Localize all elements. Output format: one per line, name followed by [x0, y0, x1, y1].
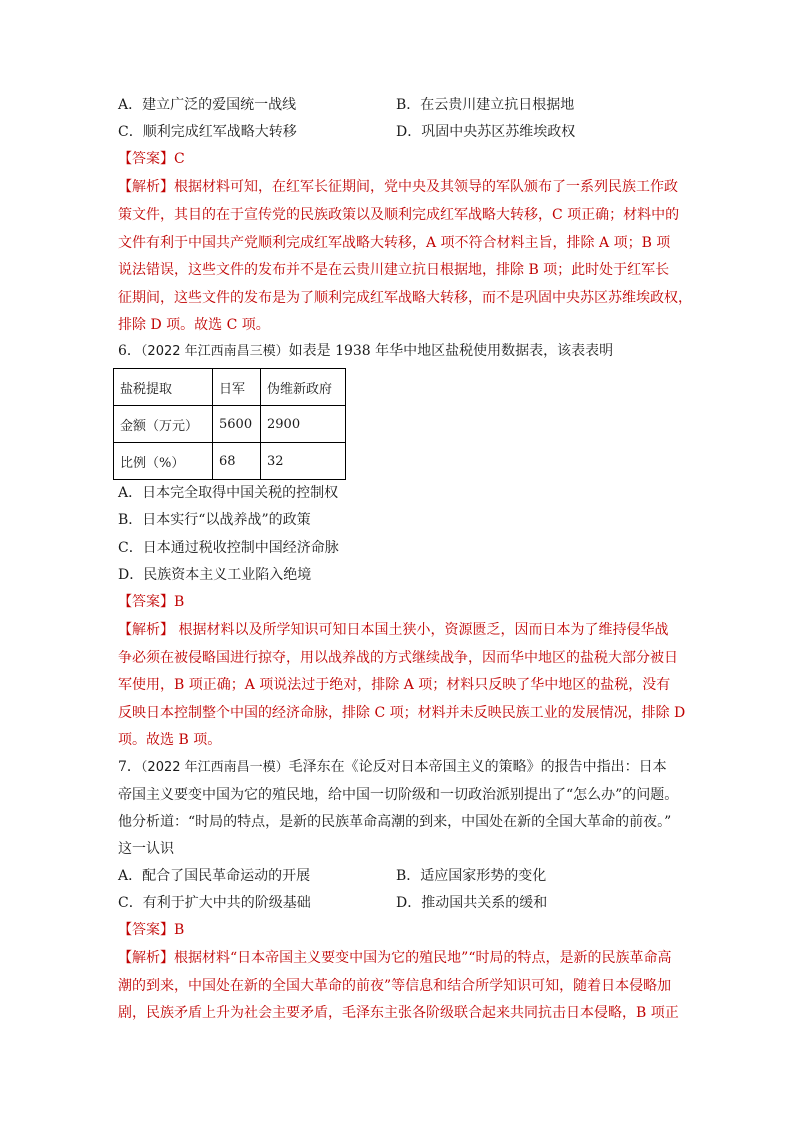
- q5-analysis-line-6: 排除 D 项。故选 C 项。: [118, 317, 270, 333]
- table-header-cell: 伪维新政府: [261, 369, 346, 406]
- q6-option-c: C．日本通过税收控制中国经济命脉: [118, 540, 339, 556]
- q6-stem: [118, 340, 613, 363]
- q5-option-b: B．在云贵川建立抗日根据地: [396, 97, 575, 113]
- table-cell: 2900: [261, 406, 346, 443]
- q6-analysis-text: 根据材料以及所学知识可知日本国土狭小，资源匮乏，因而日本为了维持侵华战: [174, 622, 669, 638]
- q6-answer: [118, 591, 184, 613]
- q7-stem-text: 毛泽东在《论反对日本帝国主义的策略》的报告中指出：日本: [288, 759, 667, 775]
- q7-analysis-line-2: 潮的到来，中国处在新的全国大革命的前夜”等信息和结合所学知识可知，随着日本侵略加: [118, 978, 672, 994]
- q5-analysis-label: 【解析】: [118, 179, 174, 195]
- q7-source: （2022 年江西南昌一模）: [140, 760, 289, 775]
- q5-answer: [118, 148, 185, 170]
- q5-analysis-line-3: 文件有利于中国共产党顺利完成红军战略大转移，A 项不符合材料主旨，排除 A 项；B 项: [118, 235, 671, 251]
- q6-option-b: B．日本实行“以战养战”的政策: [118, 512, 311, 528]
- q7-option-c: C．有利于扩大中共的阶级基础: [118, 895, 311, 911]
- salt-tax-table: [113, 368, 346, 480]
- q7-answer-label: 【答案】: [118, 922, 174, 938]
- q7-stem-line-4: 这一认识: [118, 841, 174, 857]
- q5-analysis-line-1: [118, 176, 678, 198]
- q7-option-d: D．推动国共关系的缓和: [396, 895, 548, 911]
- q5-analysis-line-5: 征期间，这些文件的发布是为了顺利完成红军战略大转移，而不是巩固中央苏区苏维埃政权，: [118, 290, 692, 306]
- q6-number: 6．: [118, 343, 141, 359]
- q5-option-a: A．建立广泛的爱国统一战线: [118, 97, 297, 113]
- q7-stem-line-1: [118, 756, 667, 779]
- table-header-cell: 日军: [213, 369, 261, 406]
- q6-answer-label: 【答案】: [118, 594, 174, 610]
- q6-analysis-line-2: 争必须在被侵略国进行掠夺，用以战养战的方式继续战争，因而华中地区的盐税大部分被日: [118, 650, 678, 666]
- q6-stem-text: 如表是 1938 年华中地区盐税使用数据表，该表表明: [288, 343, 614, 359]
- table-header-cell: 盐税提取: [114, 369, 213, 406]
- table-cell: 金额（万元）: [114, 406, 213, 443]
- q6-analysis-line-3: 军使用，B 项正确；A 项说法过于绝对，排除 A 项；材料只反映了华中地区的盐税，没有: [118, 677, 671, 693]
- q6-source: （2022 年江西南昌三模）: [140, 344, 289, 359]
- q6-analysis-line-5: 项。故选 B 项。: [118, 732, 222, 748]
- q7-analysis-line-3: 剧，民族矛盾上升为社会主要矛盾，毛泽东主张各阶级联合起来共同抗击日本侵略，B 项正: [118, 1005, 679, 1021]
- q7-number: 7．: [118, 759, 141, 775]
- q7-analysis-line-1: [118, 947, 671, 969]
- q6-analysis-line-4: 反映日本控制整个中国的经济命脉，排除 C 项；材料并未反映民族工业的发展情况，排除 D: [118, 705, 686, 721]
- table-cell: 比例（%）: [114, 443, 213, 480]
- q6-analysis-label: 【解析】: [118, 622, 174, 638]
- q6-answer-value: B: [174, 594, 185, 610]
- q5-option-d: D．巩固中央苏区苏维埃政权: [396, 124, 576, 140]
- q7-analysis-text: 根据材料“日本帝国主义要变中国为它的殖民地”“时局的特点，是新的民族革命高: [174, 950, 672, 966]
- q5-analysis-text: 根据材料可知，在红军长征期间，党中央及其领导的军队颁布了一系列民族工作政: [174, 179, 678, 195]
- q7-analysis-label: 【解析】: [118, 950, 174, 966]
- q6-option-a: A．日本完全取得中国关税的控制权: [118, 485, 339, 501]
- q5-answer-label: 【答案】: [118, 151, 174, 167]
- q7-answer-value: B: [174, 922, 185, 938]
- table-cell: 32: [261, 443, 346, 480]
- q7-stem-line-3: 他分析道：“时局的特点，是新的民族革命高潮的到来，中国处在新的全国大革命的前夜。”: [118, 814, 672, 830]
- q5-option-c: C．顺利完成红军战略大转移: [118, 124, 297, 140]
- q6-analysis-line-1: [118, 619, 668, 641]
- q5-analysis-line-2: 策文件，其目的在于宣传党的民族政策以及顺利完成红军战略大转移，C 项正确；材料中的: [118, 207, 680, 223]
- table-row: [114, 406, 346, 443]
- table-header-row: [114, 369, 346, 406]
- q5-answer-value: C: [174, 151, 185, 167]
- table-cell: 5600: [213, 406, 261, 443]
- q6-option-d: D．民族资本主义工业陷入绝境: [118, 567, 312, 583]
- q7-answer: [118, 919, 184, 941]
- table-cell: 68: [213, 443, 261, 480]
- q7-option-a: A．配合了国民革命运动的开展: [118, 868, 311, 884]
- q7-option-b: B．适应国家形势的变化: [396, 868, 547, 884]
- table-row: [114, 443, 346, 480]
- q7-stem-line-2: 帝国主义要变中国为它的殖民地，给中国一切阶级和一切政治派别提出了“怎么办”的问题。: [118, 787, 679, 803]
- q5-analysis-line-4: 说法错误，这些文件的发布并不是在云贵川建立抗日根据地，排除 B 项；此时处于红军长: [118, 262, 670, 278]
